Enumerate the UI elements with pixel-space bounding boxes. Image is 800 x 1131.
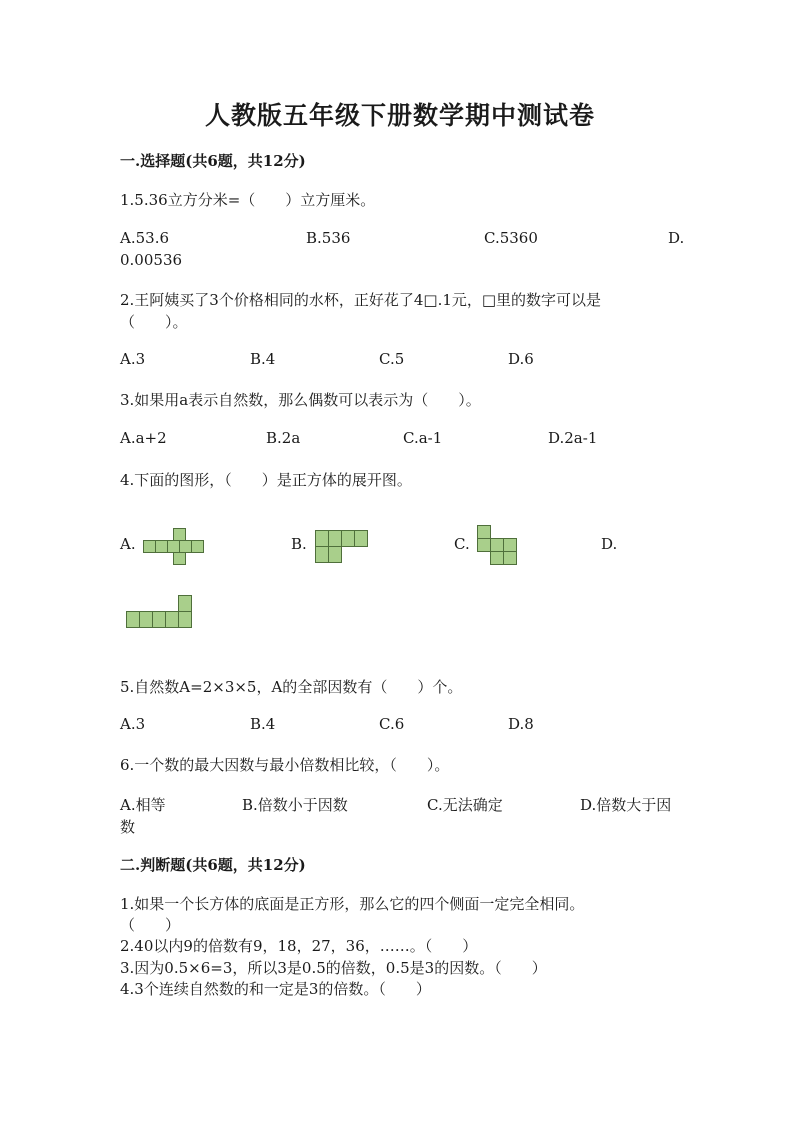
- q1-option-b[interactable]: B.536: [306, 229, 351, 247]
- q2-option-c[interactable]: C.5: [379, 350, 405, 368]
- question-3: 3.如果用a表示自然数，那么偶数可以表示为（ ）。: [120, 391, 481, 409]
- q3-option-b[interactable]: B.2a: [266, 429, 301, 447]
- q5-option-a[interactable]: A.3: [120, 715, 146, 733]
- q5-option-c[interactable]: C.6: [379, 715, 405, 733]
- question-1: 1.5.36立方分米=（ ）立方厘米。: [120, 191, 376, 209]
- q4-net-d-image: [126, 595, 194, 629]
- q4-option-b[interactable]: B.: [291, 535, 307, 553]
- question-4: 4.下面的图形，（ ）是正方体的展开图。: [120, 471, 412, 489]
- q4-net-c-image: [477, 525, 519, 567]
- q5-option-d[interactable]: D.8: [508, 715, 534, 733]
- q3-option-c[interactable]: C.a-1: [403, 429, 443, 447]
- q6-option-d[interactable]: D.倍数大于因: [580, 796, 672, 814]
- question-2: 2.王阿姨买了3个价格相同的水杯，正好花了4□.1元，□里的数字可以是: [120, 291, 602, 309]
- judgment-1-continued: （ ）: [120, 916, 181, 934]
- question-5: 5.自然数A=2×3×5，A的全部因数有（ ）个。: [120, 678, 463, 696]
- q4-net-b-image: [315, 530, 369, 564]
- judgment-2: 2.40以内9的倍数有9，18，27，36，……。（ ）: [120, 937, 478, 955]
- page-title: 人教版五年级下册数学期中测试卷: [204, 101, 595, 130]
- q4-option-d[interactable]: D.: [601, 535, 618, 553]
- q1-option-d-continued: 0.00536: [120, 251, 183, 269]
- q2-option-a[interactable]: A.3: [120, 350, 146, 368]
- q6-option-d-continued: 数: [120, 818, 136, 836]
- q4-option-c[interactable]: C.: [454, 535, 470, 553]
- judgment-3: 3.因为0.5×6=3，所以3是0.5的倍数，0.5是3的因数。（ ）: [120, 959, 547, 977]
- section-heading-judgment: 二.判断题(共6题，共12分): [120, 856, 306, 874]
- question-6: 6.一个数的最大因数与最小倍数相比较，（ ）。: [120, 756, 450, 774]
- q3-option-a[interactable]: A.a+2: [120, 429, 167, 447]
- q6-option-b[interactable]: B.倍数小于因数: [242, 796, 348, 814]
- q1-option-d[interactable]: D.: [668, 229, 685, 247]
- judgment-4: 4.3个连续自然数的和一定是3的倍数。（ ）: [120, 980, 431, 998]
- q1-option-a[interactable]: A.53.6: [120, 229, 169, 247]
- q6-option-a[interactable]: A.相等: [120, 796, 166, 814]
- section-heading-choice: 一.选择题(共6题，共12分): [120, 152, 306, 170]
- q1-option-c[interactable]: C.5360: [484, 229, 538, 247]
- q4-option-a[interactable]: A.: [120, 535, 136, 553]
- q2-option-b[interactable]: B.4: [250, 350, 276, 368]
- q2-option-d[interactable]: D.6: [508, 350, 534, 368]
- question-2-continued: （ ）。: [120, 313, 188, 331]
- judgment-1: 1.如果一个长方体的底面是正方形，那么它的四个侧面一定完全相同。: [120, 895, 585, 913]
- q6-option-c[interactable]: C.无法确定: [427, 796, 503, 814]
- q5-option-b[interactable]: B.4: [250, 715, 276, 733]
- q4-net-a-image: [143, 528, 205, 566]
- q3-option-d[interactable]: D.2a-1: [548, 429, 598, 447]
